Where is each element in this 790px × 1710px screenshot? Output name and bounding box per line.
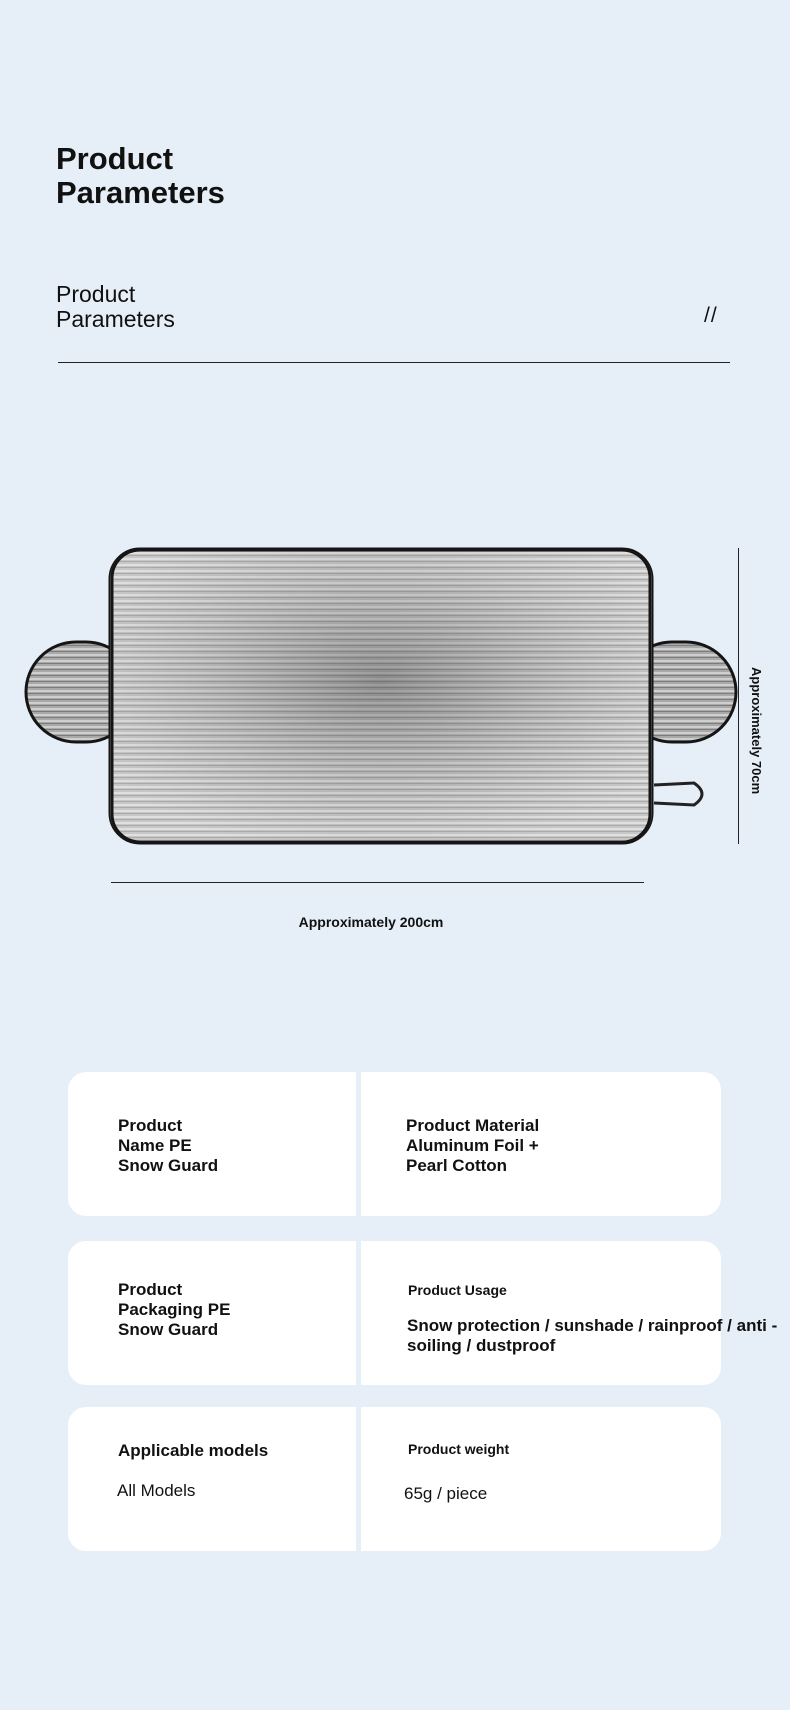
spec-material-text bbox=[406, 1116, 539, 1176]
spec-card-models bbox=[68, 1407, 356, 1551]
spec-material-line1: Product Material bbox=[406, 1116, 540, 1135]
spec-packaging-line1: Product bbox=[118, 1280, 183, 1299]
decorative-slashes: // bbox=[704, 304, 718, 327]
page-title-line2: Parameters bbox=[56, 175, 225, 210]
spec-usage-line2: soiling / dustproof bbox=[407, 1336, 556, 1355]
snow-guard-image bbox=[0, 540, 790, 860]
spec-name-text bbox=[118, 1116, 218, 1176]
spec-usage-line1: Snow protection / sunshade / rainproof / anti - bbox=[407, 1316, 778, 1335]
spec-packaging-text bbox=[118, 1280, 230, 1340]
spec-packaging-line3: Snow Guard bbox=[118, 1320, 219, 1339]
spec-name-line3: Snow Guard bbox=[118, 1156, 219, 1175]
page-title bbox=[56, 142, 316, 210]
spec-card-material bbox=[361, 1072, 721, 1216]
spec-name-line1: Product bbox=[118, 1116, 183, 1135]
spec-card-packaging bbox=[68, 1241, 356, 1385]
spec-usage-value bbox=[407, 1316, 777, 1356]
spec-card-weight bbox=[361, 1407, 721, 1551]
section-subtitle bbox=[56, 282, 296, 332]
height-dimension-line bbox=[738, 548, 739, 844]
spec-weight-label: Product weight bbox=[408, 1441, 510, 1457]
spec-packaging-line2: Packaging PE bbox=[118, 1300, 231, 1319]
spec-models-value: All Models bbox=[117, 1481, 196, 1500]
section-subtitle-line2: Parameters bbox=[56, 306, 175, 332]
spec-card-usage bbox=[361, 1241, 778, 1385]
section-subtitle-line1: Product bbox=[56, 281, 136, 307]
width-dimension-label: Approximately 200cm bbox=[298, 914, 444, 930]
spec-name-line2: Name PE bbox=[118, 1136, 192, 1155]
strap-loop bbox=[654, 783, 702, 805]
spec-card-name bbox=[68, 1072, 356, 1216]
spec-material-line2: Aluminum Foil + bbox=[406, 1136, 539, 1155]
spec-weight-value: 65g / piece bbox=[404, 1484, 488, 1503]
spec-material-line3: Pearl Cotton bbox=[406, 1156, 508, 1175]
width-dimension-line bbox=[111, 882, 644, 883]
height-dimension-label: Approximately 70cm bbox=[749, 667, 764, 795]
page-title-line1: Product bbox=[56, 141, 174, 176]
spec-models-label: Applicable models bbox=[118, 1441, 269, 1460]
spec-usage-label: Product Usage bbox=[408, 1282, 507, 1298]
header-divider bbox=[58, 362, 730, 363]
